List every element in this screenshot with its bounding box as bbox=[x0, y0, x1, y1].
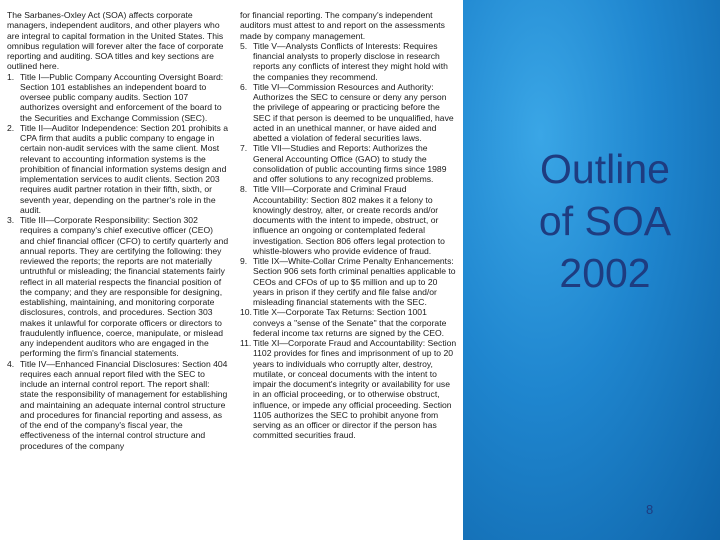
slide-title-line-3: 2002 bbox=[559, 250, 651, 296]
list-item-number: 7. bbox=[240, 143, 248, 154]
list-item-text: Title I—Public Company Accounting Oversight Board: Section 101 establishes an independent board to oversee public company audits. Section 107 authorizes oversight and enforcement of the board to the Securities and Exchange Commission (SEC). bbox=[20, 71, 224, 123]
slide-title bbox=[500, 143, 710, 299]
list-item-number: 2. bbox=[7, 122, 15, 133]
list-item-text: Title VII—Studies and Reports: Authorizes the General Accounting Office (GAO) to study the consolidation of public accounting firms since 1989 and offer solutions to any recognized problems. bbox=[253, 143, 447, 184]
list-item-number: 3. bbox=[7, 215, 15, 225]
list-item bbox=[240, 41, 458, 82]
list-item-text: Title II—Auditor Independence: Section 201 prohibits a CPA firm that audits a public company to engage in certain non-audit services with the same client. Most relevant to accounting information systems is the prohibition of financial information systems design and implementation services to audit clients. Section 203 requires audit partner rotation in their fifth, sixth, or seventh year, depending on the partner's role in the audit. bbox=[20, 122, 228, 215]
slide-page-number: 8 bbox=[646, 502, 654, 517]
list-item-number: 5. bbox=[240, 40, 248, 51]
list-item-text: Title VI—Commission Resources and Authority: Authorizes the SEC to censure or deny any person the privilege of appearing or practicing before the SEC if that person is deemed to be unqualified, have acted in an unethical manner, or have aided and abetted a violation of federal securities laws. bbox=[253, 81, 454, 143]
slide-title-line-2: of SOA bbox=[538, 198, 672, 244]
document-left-column bbox=[7, 10, 229, 451]
list-item-number: 6. bbox=[240, 81, 248, 92]
list-item bbox=[7, 72, 229, 123]
list-item bbox=[240, 143, 458, 184]
list-item-number: 9. bbox=[240, 256, 248, 266]
list-item-number: 4. bbox=[7, 358, 15, 369]
intro-paragraph: The Sarbanes-Oxley Act (SOA) affects corporate managers, independent auditors, and other players who are integral to capital formation in the United States. This omnibus regulation will forever alter the face of corporate reporting and auditing. SOA titles and key sections are outlined here. bbox=[7, 10, 224, 72]
list-item-text: Title IV—Enhanced Financial Disclosures: Section 404 requires each annual report filed with the SEC to include an internal control report. The report shall: state the responsibility of management for establishing and maintaining an adequate internal control structure and procedures for financial reporting and assess, as of the end of the company's fiscal year, the effectiveness of the internal control structure and procedures of the company bbox=[20, 358, 228, 451]
list-item bbox=[240, 184, 458, 256]
list-item-text: Title X—Corporate Tax Returns: Section 1001 conveys a "sense of the Senate" that the corporate federal income tax returns are signed by the CEO. bbox=[253, 307, 447, 338]
list-item-number: 8. bbox=[240, 184, 248, 195]
list-item bbox=[240, 256, 458, 307]
list-item bbox=[7, 215, 229, 359]
list-item bbox=[240, 82, 458, 144]
list-item bbox=[240, 307, 458, 338]
list-item-number: 1. bbox=[7, 71, 15, 82]
slide-title-line-1: Outline bbox=[540, 146, 670, 192]
list-item-number: 10. bbox=[240, 307, 252, 318]
list-item bbox=[7, 123, 229, 215]
document-right-column bbox=[240, 10, 458, 441]
list-item bbox=[7, 359, 229, 451]
continued-paragraph: for financial reporting. The company's independent auditors must attest to and report on the assessments made by company management. bbox=[240, 10, 445, 41]
list-item-text: Title VIII—Corporate and Criminal Fraud Accountability: Section 802 makes it a felony to knowingly destroy, alter, or create records and/or documents with the intent to impede, obstruct, or influence an ongoing or contemplated federal investigation. Section 806 offers legal protection to whistle-blowers who provide evidence of fraud. bbox=[253, 184, 445, 256]
list-item bbox=[240, 338, 458, 441]
list-item-text: Title IX—White-Collar Crime Penalty Enhancements: Section 906 sets forth criminal penalties applicable to CEOs and CFOs of up to $5 million and up to 20 years in prison if they certify and file false and/or misleading financial statements with the SEC. bbox=[253, 256, 456, 307]
list-item-text: Title III—Corporate Responsibility: Section 302 requires a company's chief executive officer (CEO) and chief financial officer (CFO) to certify quarterly and annual reports. They are certifying the following: they reviewed the reports; the reports are not materially untruthful or misleading; the financial statements fairly reflect in all material respects the financial position of the company; and they are responsible for designing, establishing, maintaining, and monitoring corporate disclosures, controls, and procedures. Section 303 makes it unlawful for corporate officers or directors to fraudulently influence, coerce, manipulate, or mislead any independent auditors who are engaged in the performing the firm's financial statements. bbox=[20, 215, 229, 359]
list-item-text: Title V—Analysts Conflicts of Interests: Requires financial analysts to properly disclose in research reports any conflicts of interest they might hold with the companies they recommend. bbox=[253, 40, 448, 82]
list-item-text: Title XI—Corporate Fraud and Accountability: Section 1102 provides for fines and imprisonment of up to 20 years to individuals who corruptly alter, destroy, mutilate, or conceal documents with the intent to impair the document's integrity or availability for use in an official proceeding, or to otherwise obstruct, influence, or impede any official proceeding. Section 1105 authorizes the SEC to prohibit anyone from serving as an officer or director if the person has committed securities fraud. bbox=[253, 338, 457, 441]
list-item-number: 11. bbox=[240, 338, 252, 348]
